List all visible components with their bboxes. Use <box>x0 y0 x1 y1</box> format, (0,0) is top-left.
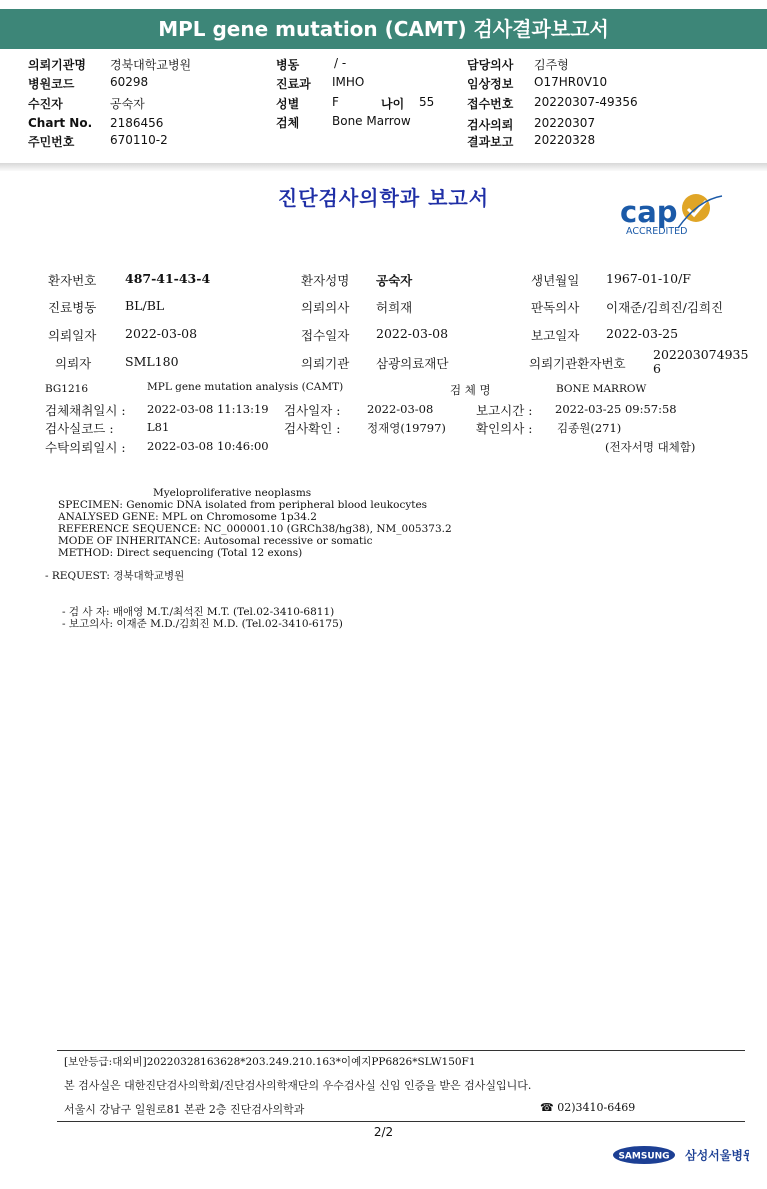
test-label: 보고시간 : <box>476 403 533 418</box>
patient-value: 이재준/김희진/김희진 <box>606 300 724 315</box>
header-label: 의뢰기관명 <box>28 58 86 72</box>
body-line: ANALYSED GENE: MPL on Chromosome 1p34.2 <box>58 511 317 523</box>
body-line: METHOD: Direct sequencing (Total 12 exons) <box>58 547 303 559</box>
patient-label: 접수일자 <box>301 328 350 343</box>
header-label: 나이 <box>381 97 405 111</box>
header-label: 성별 <box>276 97 300 111</box>
banner-title: MPL gene mutation (CAMT) 검사결과보고서 <box>158 17 609 41</box>
header-label: 검사의뢰 <box>467 118 514 132</box>
patient-id: 487-41-43-4 <box>125 271 211 286</box>
patient-label: 진료병동 <box>48 300 97 315</box>
address-text: 서울시 강남구 일원로81 본관 2층 진단검사의학과 <box>64 1103 305 1116</box>
header-label: 결과보고 <box>467 135 514 149</box>
header-label: 접수번호 <box>467 97 514 111</box>
test-label: 검체채취일시 : <box>45 403 126 418</box>
header-value: 60298 <box>110 75 149 89</box>
patient-value: 2022-03-08 <box>376 326 449 341</box>
header-value: Bone Marrow <box>332 114 411 128</box>
body-line: REFERENCE SEQUENCE: NC_000001.10 (GRCh38/hg38), NM_005373.2 <box>58 523 452 535</box>
body-line: MODE OF INHERITANCE: Autosomal recessive or somatic <box>58 535 373 547</box>
phone-text: ☎ 02)3410-6469 <box>540 1101 636 1114</box>
patient-label: 판독의사 <box>531 300 580 315</box>
test-label: 검사일자 : <box>284 403 341 418</box>
footer-divider <box>57 1050 745 1051</box>
patient-value: SML180 <box>125 354 179 369</box>
staff-line: - 검 사 자: 배애영 M.T./최석진 M.T. (Tel.02-3410-6811) <box>62 606 335 618</box>
patient-label: 의뢰일자 <box>48 328 97 343</box>
hospital-name: 삼성서울병원 <box>685 1148 749 1163</box>
header-label: 병동 <box>276 58 300 72</box>
header-label: 진료과 <box>276 77 311 91</box>
header-value: 경북대학교병원 <box>110 58 192 72</box>
header-value: 20220307-49356 <box>534 95 638 109</box>
security-line: [보안등급:대외비]20220328163628*203.249.210.163*이예지PP6826*SLW150F1 <box>64 1056 476 1068</box>
request-line: - REQUEST: 경북대학교병원 <box>45 570 185 582</box>
header-value: 670110-2 <box>110 133 168 147</box>
header-label: Chart No. <box>28 116 93 130</box>
body-line: SPECIMEN: Genomic DNA isolated from peripheral blood leukocytes <box>58 499 428 511</box>
patient-label: 환자성명 <box>301 273 350 288</box>
header-value: F <box>332 95 339 109</box>
header-value: O17HR0V10 <box>534 75 608 89</box>
header-label: 주민번호 <box>28 135 75 149</box>
report-title: 진단검사의학과 보고서 <box>277 186 490 210</box>
header-label: 검체 <box>276 116 300 130</box>
header-label: 임상정보 <box>467 77 514 91</box>
patient-label: 환자번호 <box>48 273 97 288</box>
patient-value: BL/BL <box>125 298 165 313</box>
patient-label: 의뢰기관환자번호 <box>529 356 626 371</box>
header-label: 수진자 <box>28 97 63 111</box>
test-value: 2022-03-08 <box>367 402 434 416</box>
patient-value: 2022-03-08 <box>125 326 198 341</box>
header-label: 병원코드 <box>28 77 75 91</box>
header-value: / - <box>334 56 347 70</box>
header-value: 55 <box>419 95 435 109</box>
test-value: 2022-03-08 10:46:00 <box>147 439 269 453</box>
header-value: 20220328 <box>534 133 596 147</box>
test-label: 검사확인 : <box>284 421 341 436</box>
cap-logo-sub: ACCREDITED <box>626 226 688 237</box>
header-value: 공숙자 <box>110 97 145 111</box>
page-number: 2/2 <box>373 1125 394 1139</box>
patient-value: 1967-01-10/F <box>606 271 691 286</box>
section-divider <box>0 163 767 171</box>
body-line: Myeloproliferative neoplasms <box>153 487 312 499</box>
patient-value: 202203074935 <box>653 347 749 362</box>
cap-logo-text: cap <box>620 195 678 229</box>
header-value: 20220307 <box>534 116 596 130</box>
test-name: MPL gene mutation analysis (CAMT) <box>147 381 344 393</box>
patient-name: 공숙자 <box>376 273 413 288</box>
test-value: 2022-03-25 09:57:58 <box>555 402 677 416</box>
patient-value: 허희재 <box>376 300 413 315</box>
patient-label: 의뢰기관 <box>301 356 350 371</box>
test-value: 2022-03-08 11:13:19 <box>147 402 269 416</box>
test-value: 정재영(19797) <box>367 421 446 435</box>
esign-note: (전자서명 대체함) <box>605 440 696 454</box>
patient-label: 생년월일 <box>531 273 580 288</box>
test-value: L81 <box>147 420 170 434</box>
patient-label: 의뢰의사 <box>301 300 350 315</box>
samsung-brand: SAMSUNG <box>618 1151 670 1162</box>
patient-label: 보고일자 <box>531 328 580 343</box>
test-label: 수탁의뢰일시 : <box>45 440 126 455</box>
test-label: 확인의사 : <box>476 421 533 436</box>
test-label: 검사실코드 : <box>45 421 114 436</box>
samsung-hospital-logo <box>613 1144 749 1166</box>
footer-divider <box>57 1121 745 1122</box>
test-label: 검 체 명 <box>450 383 491 397</box>
staff-line: - 보고의사: 이재준 M.D./김희진 M.D. (Tel.02-3410-6175) <box>62 618 343 630</box>
header-value: IMHO <box>332 75 365 89</box>
patient-value: 삼광의료재단 <box>376 356 449 371</box>
specimen-value: BONE MARROW <box>556 383 647 395</box>
test-code: BG1216 <box>45 383 89 395</box>
test-value: 김종원(271) <box>557 421 622 435</box>
patient-value: 6 <box>653 361 661 376</box>
cap-accredited-logo <box>618 192 724 238</box>
header-label: 담당의사 <box>467 58 514 72</box>
header-value: 2186456 <box>110 116 164 130</box>
patient-value: 2022-03-25 <box>606 326 679 341</box>
header-value: 김주형 <box>534 58 569 72</box>
certification-text: 본 검사실은 대한진단검사의학회/진단검사의학재단의 우수검사실 신임 인증을 받은 검사실입니다. <box>64 1079 532 1092</box>
patient-label: 의뢰자 <box>55 356 92 371</box>
